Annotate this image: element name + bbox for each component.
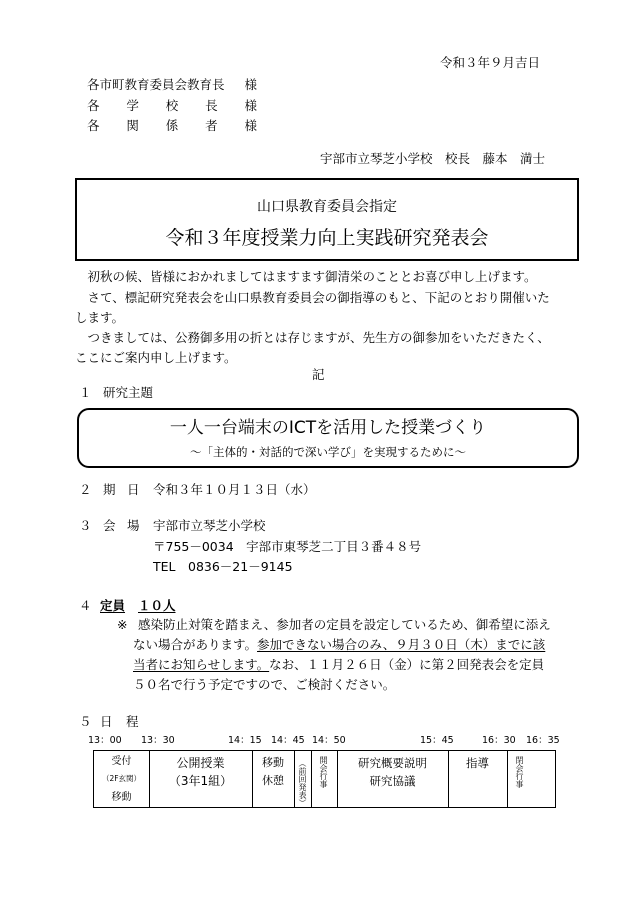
page-title: 令和３年度授業力向上実践研究発表会: [165, 227, 489, 249]
cell-overview-1: 研究概要説明: [358, 756, 427, 770]
section-5-label-b: 程: [126, 714, 139, 729]
section-1-number: １: [79, 385, 92, 400]
venue-address: 〒755－0034 宇部市東琴芝二丁目３番４８号: [153, 539, 422, 554]
sender: 宇部市立琴芝小学校 校長 藤本 満士: [320, 151, 546, 166]
cell-closing: 閉会行事: [515, 756, 524, 788]
capacity-value: １０人: [138, 598, 176, 613]
cell-reception-2: （2F玄関）: [101, 774, 142, 783]
note-line-2: ない場合があります。参加できない場合のみ、９月３０日（木）までに該: [133, 637, 546, 652]
theme-sub: ～「主体的・対話的で深い学び」を実現するために～: [190, 445, 466, 459]
note-mark: ※: [117, 617, 128, 632]
time-1330: 13：30: [141, 735, 175, 746]
cell-break-1: 移動: [262, 756, 284, 769]
document-date: 令和３年９月吉日: [440, 55, 541, 70]
theme-main: 一人一台端末のICTを活用した授業づくり: [169, 418, 487, 438]
body-paragraph-3a: つきましては、公務御多用の折とは存じますが、先生方の御参加をいただきたく、: [75, 330, 550, 345]
section-2-number: ２: [79, 482, 92, 497]
recipient-line-1: 各市町教育委員会教育長 様: [87, 77, 257, 92]
capacity-label: 定員: [100, 598, 126, 613]
time-1450: 14：50: [312, 735, 346, 746]
cell-opening: 開会行事: [319, 756, 328, 788]
event-date: 令和３年１０月１３日（水）: [153, 482, 316, 497]
venue-name: 宇部市立琴芝小学校: [153, 518, 266, 533]
time-1300: 13：00: [88, 735, 122, 746]
section-1-label: 研究主題: [103, 385, 154, 400]
theme-box: [77, 408, 579, 468]
cell-greeting: （前回発表）: [298, 759, 307, 807]
cell-guidance: 指導: [466, 756, 489, 770]
recipient-line-3: 各 関 係 者 様: [87, 118, 257, 133]
section-5-number: ５: [79, 714, 92, 729]
section-5-label-a: 日: [100, 714, 113, 729]
time-1630: 16：30: [482, 735, 516, 746]
section-3-number: ３: [79, 518, 92, 533]
cell-reception-3: 移動: [111, 792, 132, 803]
section-3-label-b: 場: [127, 518, 140, 533]
time-1545: 15：45: [420, 735, 454, 746]
body-paragraph-1: 初秋の候、皆様におかれましてはますます御清栄のこととお喜び申し上げます。: [75, 269, 537, 284]
body-paragraph-2b: します。: [75, 310, 125, 325]
ki-heading: 記: [312, 367, 325, 382]
note-line-1: 感染防止対策を踏まえ、参加者の定員を設定しているため、御希望に添え: [138, 617, 551, 632]
recipient-line-2: 各 学 校 長 様: [87, 98, 257, 113]
section-2-label-a: 期: [103, 482, 116, 497]
section-2-label-b: 日: [127, 482, 140, 497]
cell-open-class-1: 公開授業: [176, 756, 225, 770]
note-line-4: ５０名で行う予定ですので、ご検討ください。: [133, 677, 396, 692]
cell-break-2: 休憩: [262, 774, 284, 787]
title-subtitle: 山口県教育委員会指定: [257, 199, 397, 215]
body-paragraph-2a: さて、標記研究発表会を山口県教育委員会の御指導のもと、下記のとおり開催いた: [75, 290, 550, 305]
section-4-number: ４: [79, 598, 92, 613]
body-paragraph-3b: ここにご案内申し上げます。: [75, 350, 237, 365]
section-3-label-a: 会: [103, 518, 116, 533]
schedule-table: [93, 750, 556, 808]
time-1635: 16：35: [526, 735, 560, 746]
time-1445: 14：45: [271, 735, 305, 746]
title-box: [75, 178, 579, 261]
venue-tel: TEL 0836－21－9145: [153, 559, 293, 574]
cell-overview-2: 研究協議: [369, 774, 416, 788]
note-line-3: 当者にお知らせします。なお、１１月２６日（金）に第２回発表会を定員: [133, 657, 545, 672]
cell-open-class-2: （3年1組）: [168, 774, 233, 788]
time-1415: 14：15: [228, 735, 262, 746]
cell-reception-1: 受付: [111, 756, 132, 767]
